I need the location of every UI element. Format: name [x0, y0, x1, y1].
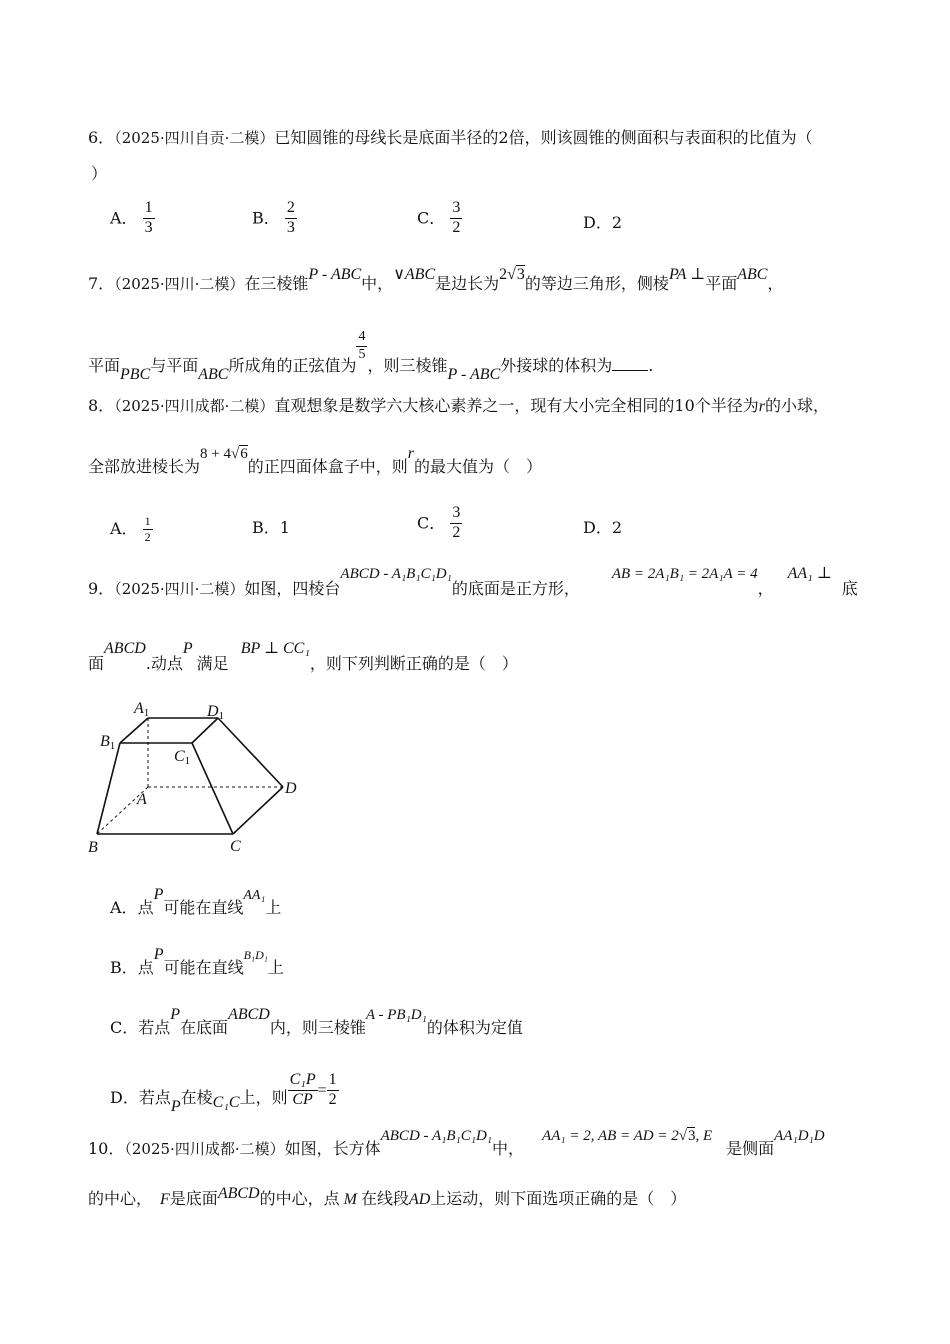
q8-line2	[88, 445, 542, 475]
fraction: $\frac{1}{2}$	[328, 1071, 337, 1108]
text: 点	[137, 958, 154, 977]
fraction: $\frac{2}{3}$	[286, 199, 295, 236]
math: ABC	[198, 365, 229, 383]
q8-option-a[interactable]	[110, 515, 153, 543]
math: F	[160, 1191, 170, 1208]
math: PBC	[120, 365, 151, 383]
q6-source: （2025·四川自贡·二模）	[114, 129, 275, 147]
q7-line2	[88, 329, 654, 383]
math: ABC	[737, 266, 768, 283]
math: ABCD	[104, 640, 146, 657]
math: P - ABC	[447, 365, 501, 383]
q7-line1	[88, 266, 783, 300]
text: 上	[267, 958, 284, 977]
text: 是侧面	[726, 1139, 775, 1158]
q6-line2	[91, 166, 107, 182]
q6-option-b[interactable]	[252, 200, 297, 237]
text: 的底面是正方形，	[451, 579, 580, 598]
option-label: D．	[583, 518, 612, 537]
option-label: A．	[110, 519, 138, 539]
q9-line1	[88, 565, 858, 598]
q8-option-d[interactable]	[583, 520, 622, 536]
answer-blank[interactable]	[612, 358, 648, 371]
text: 中，	[492, 1139, 525, 1158]
q10-number: 10．	[88, 1139, 125, 1158]
vertex-a1-label: A1	[134, 700, 150, 719]
math: r	[407, 445, 414, 462]
q6-option-c[interactable]	[417, 200, 462, 237]
q8-number: 8．	[88, 396, 115, 415]
sqrt-expr: 2√3	[499, 266, 525, 283]
option-label: B．	[252, 208, 280, 228]
text: .	[648, 355, 654, 375]
fraction: $\frac{1}{2}$	[144, 514, 151, 544]
text: 的小球，	[765, 396, 830, 415]
q7-number: 7．	[88, 274, 115, 293]
vertex-d1-label: D1	[207, 703, 225, 722]
vertex-a-label: A	[137, 791, 147, 808]
text: 内，则三棱锥	[269, 1018, 366, 1037]
vertex-c-label: C	[230, 838, 241, 855]
text: 的体积为定值	[426, 1018, 523, 1037]
text: 中，	[361, 274, 394, 293]
text: 上，则	[239, 1087, 288, 1107]
text: 的中心，	[88, 1189, 153, 1208]
math: A - PB₁D₁	[365, 1007, 427, 1023]
q8-option-c[interactable]	[417, 505, 462, 542]
math: B₁D₁	[243, 948, 268, 962]
text: 在棱	[180, 1087, 213, 1107]
text: 如图，长方体	[284, 1139, 381, 1158]
q9-option-c[interactable]	[110, 1006, 523, 1036]
math: AD	[408, 1191, 431, 1208]
text: 与平面	[150, 355, 199, 375]
vertex-b-label: B	[88, 839, 98, 856]
text: 若点	[138, 1087, 171, 1107]
q9-number: 9．	[88, 579, 115, 598]
text: 点	[137, 898, 154, 917]
text: 面	[88, 654, 105, 673]
q9-option-a[interactable]	[110, 886, 281, 916]
fraction: $\frac{3}{2}$	[452, 199, 461, 236]
q6-stem-close: ）	[91, 164, 108, 183]
text: .动点	[145, 654, 183, 673]
text: 若点	[138, 1018, 171, 1037]
q6-option-a[interactable]	[110, 200, 155, 237]
text: 如图，四棱台	[244, 579, 341, 598]
vertex-b1-label: B1	[100, 733, 116, 752]
math: C₁C	[212, 1093, 240, 1111]
option-label: B．	[110, 958, 138, 977]
edge-c-d	[233, 787, 283, 834]
option-value: 1	[279, 518, 290, 537]
q6-option-d[interactable]	[583, 215, 622, 231]
math: =	[317, 1081, 327, 1099]
text: 在三棱锥	[244, 274, 309, 293]
q9-option-b[interactable]	[110, 946, 284, 976]
math: AA₁ = 2, AB = AD = 2√3, E	[542, 1128, 713, 1144]
text: 是边长为	[435, 274, 500, 293]
math: P	[153, 946, 164, 963]
math: r	[758, 398, 766, 415]
q8-option-b[interactable]	[252, 520, 290, 536]
text: 平面	[88, 355, 121, 375]
math: ABCD	[228, 1006, 270, 1023]
text: 的最大值为（ ）	[413, 457, 542, 476]
option-label: B．	[252, 518, 280, 537]
q6-number: 6．	[88, 128, 115, 147]
edge-b1-a1	[120, 718, 148, 743]
math: P - ABC	[308, 266, 362, 283]
math: AB = 2A₁B₁ = 2A₁A = 4	[611, 566, 758, 582]
q6-line1	[88, 130, 813, 146]
text: ，	[757, 579, 774, 598]
text: 底	[841, 579, 858, 598]
q7-source: （2025·四川·二模）	[114, 275, 245, 293]
vertex-d-label: D	[285, 780, 297, 797]
math: ∨ABC	[393, 266, 436, 283]
vertex-c1-label: C1	[174, 748, 191, 767]
text: ，	[767, 274, 784, 293]
text: 外接球的体积为	[500, 355, 613, 375]
edge-b1-b	[97, 743, 120, 834]
math: ABCD	[217, 1185, 260, 1202]
option-label: C．	[110, 1018, 139, 1037]
option-label: A．	[110, 208, 138, 228]
edge-c1-c	[192, 743, 233, 834]
text: ，则下列判断正确的是（ ）	[309, 654, 518, 673]
q9-option-d[interactable]	[110, 1066, 339, 1115]
text: 满足	[196, 654, 229, 673]
q8-line1	[88, 398, 829, 415]
math: ABCD - A₁B₁C₁D₁	[340, 566, 452, 582]
fraction: $\frac{1}{3}$	[144, 199, 153, 236]
text: 在底面	[180, 1018, 229, 1037]
text: 上运动，则下面选项正确的是（ ）	[430, 1189, 687, 1208]
text: 所成角的正弦值为	[228, 355, 357, 375]
option-label: C．	[417, 513, 446, 533]
text: ，则三棱锥	[367, 355, 448, 375]
q9-line2	[88, 640, 518, 672]
text: 直观想象是数学六大核心素养之一，现有大小完全相同的10个半径为	[274, 396, 759, 415]
math: P	[170, 1097, 181, 1115]
text: 可能在直线	[163, 898, 244, 917]
math: AA₁D₁D	[774, 1128, 825, 1144]
text: 全部放进棱长为	[88, 457, 201, 476]
math: AA₁ ⊥	[787, 565, 832, 582]
math: AA₁	[243, 888, 266, 903]
math: M	[343, 1191, 357, 1208]
fraction: $\frac{\text{C₁P}}{CP}$	[289, 1071, 316, 1108]
text: 的正四面体盒子中，则	[247, 457, 408, 476]
q8-source: （2025·四川成都·二模）	[114, 397, 275, 415]
edge-d1-d	[218, 718, 283, 787]
sqrt-expr: 8 + 4√6	[200, 446, 248, 462]
text: 是底面	[169, 1189, 218, 1208]
frustum-figure	[80, 695, 320, 860]
text: 平面	[705, 274, 738, 293]
option-value: 2	[611, 518, 623, 537]
q10-line1	[88, 1127, 825, 1157]
text: 的等边三角形，侧棱	[524, 274, 669, 293]
option-label: D．	[583, 213, 612, 232]
math: PA ⊥	[668, 266, 706, 283]
option-label: D．	[110, 1087, 139, 1107]
q9-source: （2025·四川·二模）	[114, 580, 245, 598]
math: P	[170, 1006, 181, 1023]
math: P	[182, 640, 193, 657]
q10-source: （2025·四川成都·二模）	[124, 1140, 285, 1158]
math: P	[153, 886, 164, 903]
text: 在线段	[360, 1189, 409, 1208]
fraction: $\frac{3}{2}$	[452, 504, 461, 541]
text: 上	[265, 898, 282, 917]
text: 可能在直线	[163, 958, 244, 977]
q6-stem: 已知圆锥的母线长是底面半径的2倍，则该圆锥的侧面积与表面积的比值为（	[274, 128, 813, 147]
option-value: 2	[611, 213, 623, 232]
edge-c1-d1	[192, 718, 218, 743]
text: 的中心，点	[259, 1189, 340, 1208]
q10-line2	[88, 1185, 686, 1215]
math: BP ⊥ CC₁	[240, 640, 310, 657]
option-label: A．	[110, 898, 138, 917]
math: ABCD - A₁B₁C₁D₁	[380, 1128, 493, 1144]
fraction: $\frac{4}{5}$	[358, 329, 366, 362]
option-label: C．	[417, 208, 446, 228]
